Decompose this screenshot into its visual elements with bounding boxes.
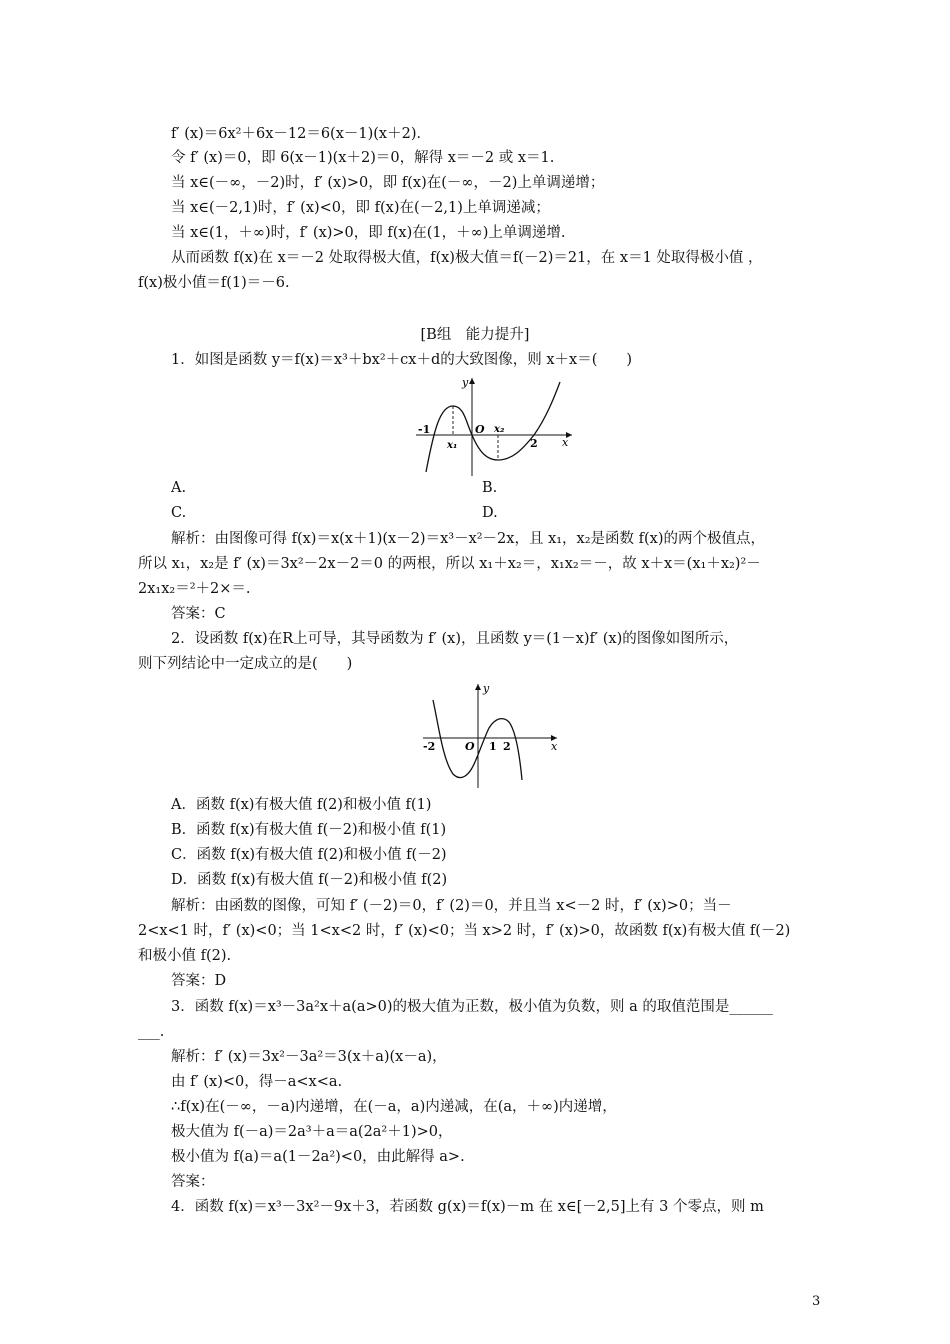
analysis-line: 解析：由函数的图像，可知 f′ (－2)＝0，f′ (2)＝0，并且当 x<－2 时，f′ (x)>0；当－ <box>171 898 732 914</box>
graph-label-origin: O <box>475 423 485 436</box>
answer: 答案： <box>171 1174 215 1190</box>
text-line: 令 f′ (x)＝0，即 6(x－1)(x＋2)＝0，解得 x＝－2 或 x＝1. <box>171 150 555 166</box>
graph-label-x2: x₂ <box>494 424 505 435</box>
question-1-graph <box>410 372 580 480</box>
page-number: 3 <box>812 1294 821 1309</box>
analysis-line: 2<x<1 时，f′ (x)<0；当 1<x<2 时，f′ (x)<0；当 x>2 时，f′ (x)>0，故函数 f(x)有极大值 f(－2) <box>138 923 791 939</box>
question-2-stem: 2．设函数 f(x)在R上可导，其导函数为 f′ (x)，且函数 y＝(1－x)f′ (x)的图像如图所示， <box>171 631 739 647</box>
question-2-stem: 则下列结论中一定成立的是( ) <box>138 656 353 672</box>
text-line: f(x)极小值＝f(1)＝－6. <box>138 275 290 291</box>
graph-label-2: 2 <box>530 437 538 450</box>
analysis-line: 所以 x₁，x₂是 f′ (x)＝3x²－2x－2＝0 的两根，所以 x₁＋x₂＝，x₁x₂＝－，故 x＋x＝(x₁＋x₂)²－ <box>138 556 761 572</box>
answer: 答案：C <box>171 606 226 622</box>
analysis-line: 由 f′ (x)<0，得－a<x<a. <box>171 1074 343 1090</box>
option-b: B. <box>482 480 498 496</box>
option-a: A. <box>171 480 187 496</box>
answer: 答案：D <box>171 973 227 989</box>
graph-label-y: y <box>483 682 490 695</box>
text-line: 当 x∈(－2,1)时，f′ (x)<0，即 f(x)在(－2,1)上单调递减； <box>171 200 550 216</box>
text-line: 从而函数 f(x)在 x＝－2 处取得极大值，f(x)极大值＝f(－2)＝21，在 x＝1 处取得极小值 ， <box>171 250 763 266</box>
question-1-stem: 1．如图是函数 y＝f(x)＝x³＋bx²＋cx＋d的大致图像，则 x＋x＝( ) <box>171 352 633 368</box>
text-line: f′ (x)＝6x²＋6x－12＝6(x－1)(x＋2)． <box>171 126 431 142</box>
section-title: [B组 能力提升] <box>420 327 530 343</box>
graph-label-1: 1 <box>489 740 497 753</box>
graph-label-y: y <box>462 376 469 389</box>
analysis-line: 和极小值 f(2). <box>138 948 232 964</box>
analysis-line: 2x₁x₂＝²＋2×＝. <box>138 581 251 597</box>
graph-label-neg2: -2 <box>423 740 436 753</box>
graph-label-x: x <box>551 740 558 753</box>
option-a: A．函数 f(x)有极大值 f(2)和极小值 f(1) <box>171 797 432 813</box>
option-c: C．函数 f(x)有极大值 f(2)和极小值 f(－2) <box>171 847 447 863</box>
analysis-line: 极大值为 f(－a)＝2a³＋a＝a(2a²＋1)>0， <box>171 1124 453 1140</box>
question-4-stem: 4．函数 f(x)＝x³－3x²－9x＋3，若函数 g(x)＝f(x)－m 在 x∈[－2,5]上有 3 个零点，则 m <box>171 1199 764 1215</box>
graph-label-neg1: -1 <box>418 423 431 436</box>
question-3-stem: 3．函数 f(x)＝x³－3a²x＋a(a>0)的极大值为正数，极小值为负数，则 a 的取值范围是______ <box>171 999 773 1015</box>
option-c: C. <box>171 505 187 521</box>
option-b: B．函数 f(x)有极大值 f(－2)和极小值 f(1) <box>171 822 447 838</box>
text-line: 当 x∈(－∞，－2)时，f′ (x)>0，即 f(x)在(－∞，－2)上单调递增； <box>171 175 605 191</box>
option-d: D．函数 f(x)有极大值 f(－2)和极小值 f(2) <box>171 872 448 888</box>
option-d: D. <box>482 505 498 521</box>
analysis-line: 极小值为 f(a)＝a(1－2a²)<0，由此解得 a>. <box>171 1149 465 1165</box>
question-2-graph <box>415 678 565 790</box>
question-3-stem: ___. <box>138 1024 165 1040</box>
graph-label-origin: O <box>465 740 475 753</box>
graph-label-x: x <box>562 436 569 449</box>
graph-label-2: 2 <box>503 740 511 753</box>
analysis-line: ∴f(x)在(－∞，－a)内递增，在(－a，a)内递减，在(a，＋∞)内递增， <box>171 1099 617 1115</box>
graph-label-x1: x₁ <box>447 440 458 451</box>
text-line: 当 x∈(1，＋∞)时，f′ (x)>0，即 f(x)在(1，＋∞)上单调递增. <box>171 225 566 241</box>
analysis-line: 解析：f′ (x)＝3x²－3a²＝3(x＋a)(x－a)， <box>171 1049 447 1065</box>
analysis-line: 解析：由图像可得 f(x)＝x(x＋1)(x－2)＝x³－x²－2x，且 x₁，x₂是函数 f(x)的两个极值点， <box>171 531 766 547</box>
